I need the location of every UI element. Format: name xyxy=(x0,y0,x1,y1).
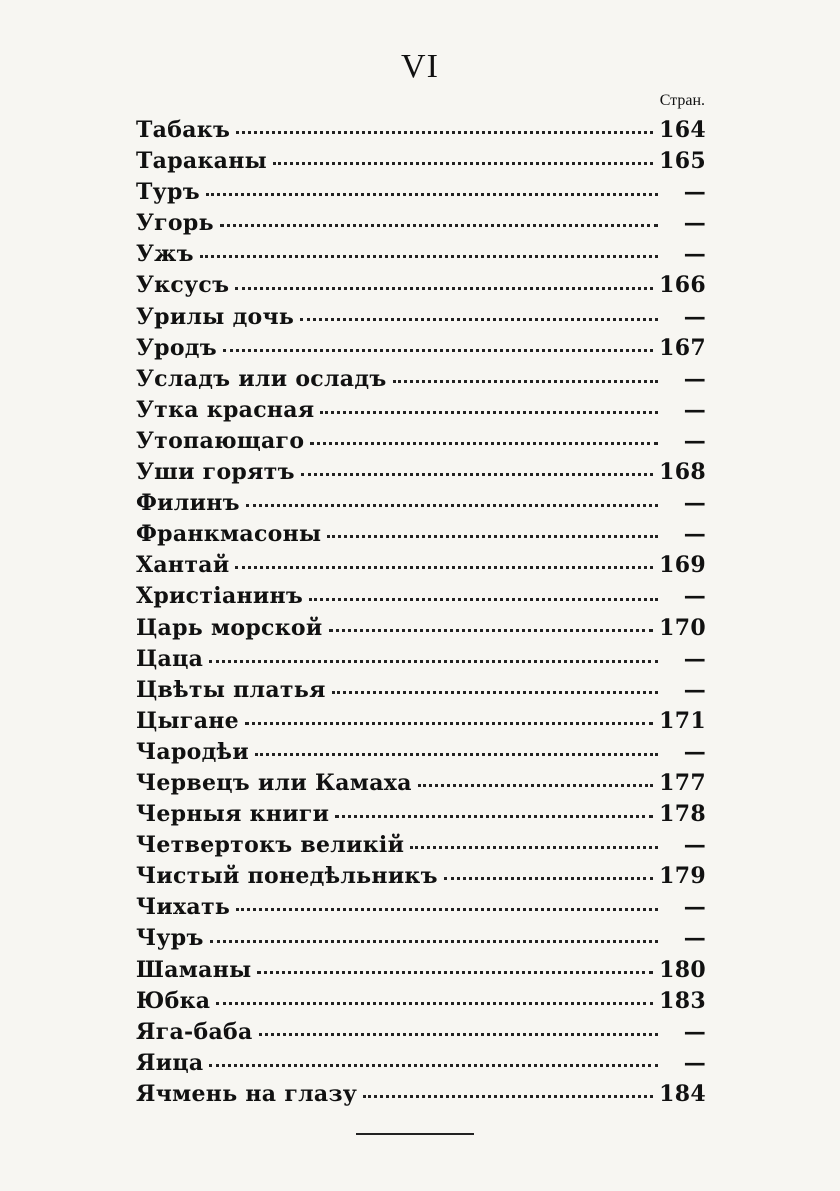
entry-term: Червецъ или Камаха xyxy=(136,769,412,796)
entry-page: 166 xyxy=(659,272,706,299)
dot-leader xyxy=(236,131,653,134)
index-entry xyxy=(136,397,706,428)
page-number: VI xyxy=(401,48,439,85)
entry-page: — xyxy=(683,179,706,206)
index-entry xyxy=(136,894,706,925)
entry-term: Черныя книги xyxy=(136,801,330,828)
dot-leader xyxy=(235,287,653,290)
index-entry xyxy=(136,459,706,490)
dot-leader xyxy=(273,162,653,165)
entry-term: Чуръ xyxy=(136,925,204,952)
dot-leader xyxy=(301,473,653,476)
entry-term: Цвѣты платья xyxy=(136,676,326,703)
index-entry xyxy=(136,677,706,708)
dot-leader xyxy=(309,598,658,601)
entry-page: 171 xyxy=(659,707,706,734)
entry-term: Христіанинъ xyxy=(136,583,304,610)
entry-term: Юбка xyxy=(136,987,211,1014)
index-entry xyxy=(136,863,706,894)
entry-term: Усладъ или осладъ xyxy=(136,365,387,392)
entry-term: Цыгане xyxy=(136,707,239,734)
entry-term: Уши горятъ xyxy=(136,459,295,486)
index-entry xyxy=(136,770,706,801)
entry-page: 178 xyxy=(659,801,706,828)
entry-page: — xyxy=(683,427,706,454)
dot-leader xyxy=(236,908,658,911)
entry-page: — xyxy=(683,925,706,952)
dot-leader xyxy=(310,442,658,445)
dot-leader xyxy=(223,349,653,352)
dot-leader xyxy=(209,660,658,663)
entry-page: 170 xyxy=(659,614,706,641)
entry-page: 183 xyxy=(659,987,706,1014)
entry-term: Чихать xyxy=(136,894,231,921)
entry-term: Утопающаго xyxy=(136,427,305,454)
entry-term: Табакъ xyxy=(136,117,231,143)
dot-leader xyxy=(259,1033,658,1036)
closing-rule xyxy=(356,1133,474,1135)
entry-term: Чистый понедѣльникъ xyxy=(136,863,438,890)
index-entry xyxy=(136,988,706,1019)
entry-page: — xyxy=(683,365,706,392)
entry-term: Урилы дочь xyxy=(136,303,295,330)
entry-page: 184 xyxy=(659,1080,706,1107)
dot-leader xyxy=(329,629,654,632)
index-entry xyxy=(136,1081,706,1112)
dot-leader xyxy=(220,224,658,227)
entry-page: — xyxy=(683,210,706,237)
entry-page: — xyxy=(683,1049,706,1076)
dot-leader xyxy=(255,753,658,756)
index-entry xyxy=(136,739,706,770)
entry-page: 179 xyxy=(659,863,706,890)
entry-term: Тараканы xyxy=(136,148,267,175)
dot-leader xyxy=(320,411,658,414)
entry-term: Ужъ xyxy=(136,241,194,268)
entry-term: Франкмасоны xyxy=(136,521,322,548)
entry-term: Хантай xyxy=(136,552,230,579)
entry-page: — xyxy=(683,738,706,765)
dot-leader xyxy=(363,1095,653,1098)
entry-term: Яица xyxy=(136,1049,204,1076)
index-entry xyxy=(136,646,706,677)
dot-leader xyxy=(257,971,653,974)
dot-leader xyxy=(300,318,658,321)
index-entry xyxy=(136,179,706,210)
dot-leader xyxy=(200,255,658,258)
index-entry xyxy=(136,210,706,241)
index-entry xyxy=(136,148,706,179)
index-entry xyxy=(136,552,706,583)
index-entry xyxy=(136,428,706,459)
index-entry xyxy=(136,521,706,552)
index-entry xyxy=(136,304,706,335)
entry-page: 168 xyxy=(659,459,706,486)
dot-leader xyxy=(206,193,658,196)
entry-page: — xyxy=(683,1018,706,1045)
entry-page: — xyxy=(683,521,706,548)
entry-page: — xyxy=(683,303,706,330)
entry-term: Чародѣи xyxy=(136,738,249,765)
dot-leader xyxy=(216,1002,653,1005)
index-entry xyxy=(136,366,706,397)
entry-page: 164 xyxy=(659,117,706,143)
dot-leader xyxy=(335,815,653,818)
entry-page: — xyxy=(683,241,706,268)
dot-leader xyxy=(418,784,653,787)
index-entry xyxy=(136,490,706,521)
entry-page: — xyxy=(683,583,706,610)
entry-term: Угорь xyxy=(136,210,214,237)
entry-term: Утка красная xyxy=(136,396,315,423)
dot-leader xyxy=(327,535,658,538)
index-entry xyxy=(136,957,706,988)
entry-page: 180 xyxy=(659,956,706,983)
entry-term: Царь морской xyxy=(136,614,323,641)
entry-page: 165 xyxy=(659,148,706,175)
dot-leader xyxy=(393,380,659,383)
entry-page: — xyxy=(683,396,706,423)
dot-leader xyxy=(444,877,653,880)
index-entry xyxy=(136,272,706,303)
entry-page: 177 xyxy=(659,769,706,796)
page-column-header: Стран. xyxy=(659,92,705,109)
entry-term: Четвертокъ великій xyxy=(136,832,405,859)
dot-leader xyxy=(245,722,653,725)
index-entry xyxy=(136,708,706,739)
entry-page: — xyxy=(683,832,706,859)
index-entry xyxy=(136,615,706,646)
index-entry xyxy=(136,583,706,614)
entry-term: Филинъ xyxy=(136,490,240,517)
entry-page: 167 xyxy=(659,334,706,361)
index-entry xyxy=(136,1050,706,1081)
entry-term: Цаца xyxy=(136,645,204,672)
dot-leader xyxy=(209,1064,658,1067)
index-entry xyxy=(136,335,706,366)
dot-leader xyxy=(235,566,653,569)
entry-term: Шаманы xyxy=(136,956,252,983)
entry-page: — xyxy=(683,676,706,703)
entry-term: Яга-баба xyxy=(136,1018,253,1045)
entry-term: Ячмень на глазу xyxy=(136,1080,358,1107)
index-list xyxy=(136,117,706,1112)
entry-term: Уродъ xyxy=(136,334,217,361)
entry-page: — xyxy=(683,490,706,517)
index-entry xyxy=(136,832,706,863)
index-entry xyxy=(136,801,706,832)
entry-page: — xyxy=(683,645,706,672)
dot-leader xyxy=(410,846,658,849)
index-entry xyxy=(136,117,706,148)
dot-leader xyxy=(246,504,658,507)
index-entry xyxy=(136,1019,706,1050)
entry-page: 169 xyxy=(659,552,706,579)
entry-page: — xyxy=(683,894,706,921)
index-entry xyxy=(136,925,706,956)
dot-leader xyxy=(332,691,658,694)
index-entry xyxy=(136,241,706,272)
dot-leader xyxy=(210,940,658,943)
entry-term: Туръ xyxy=(136,179,200,206)
entry-term: Уксусъ xyxy=(136,272,230,299)
